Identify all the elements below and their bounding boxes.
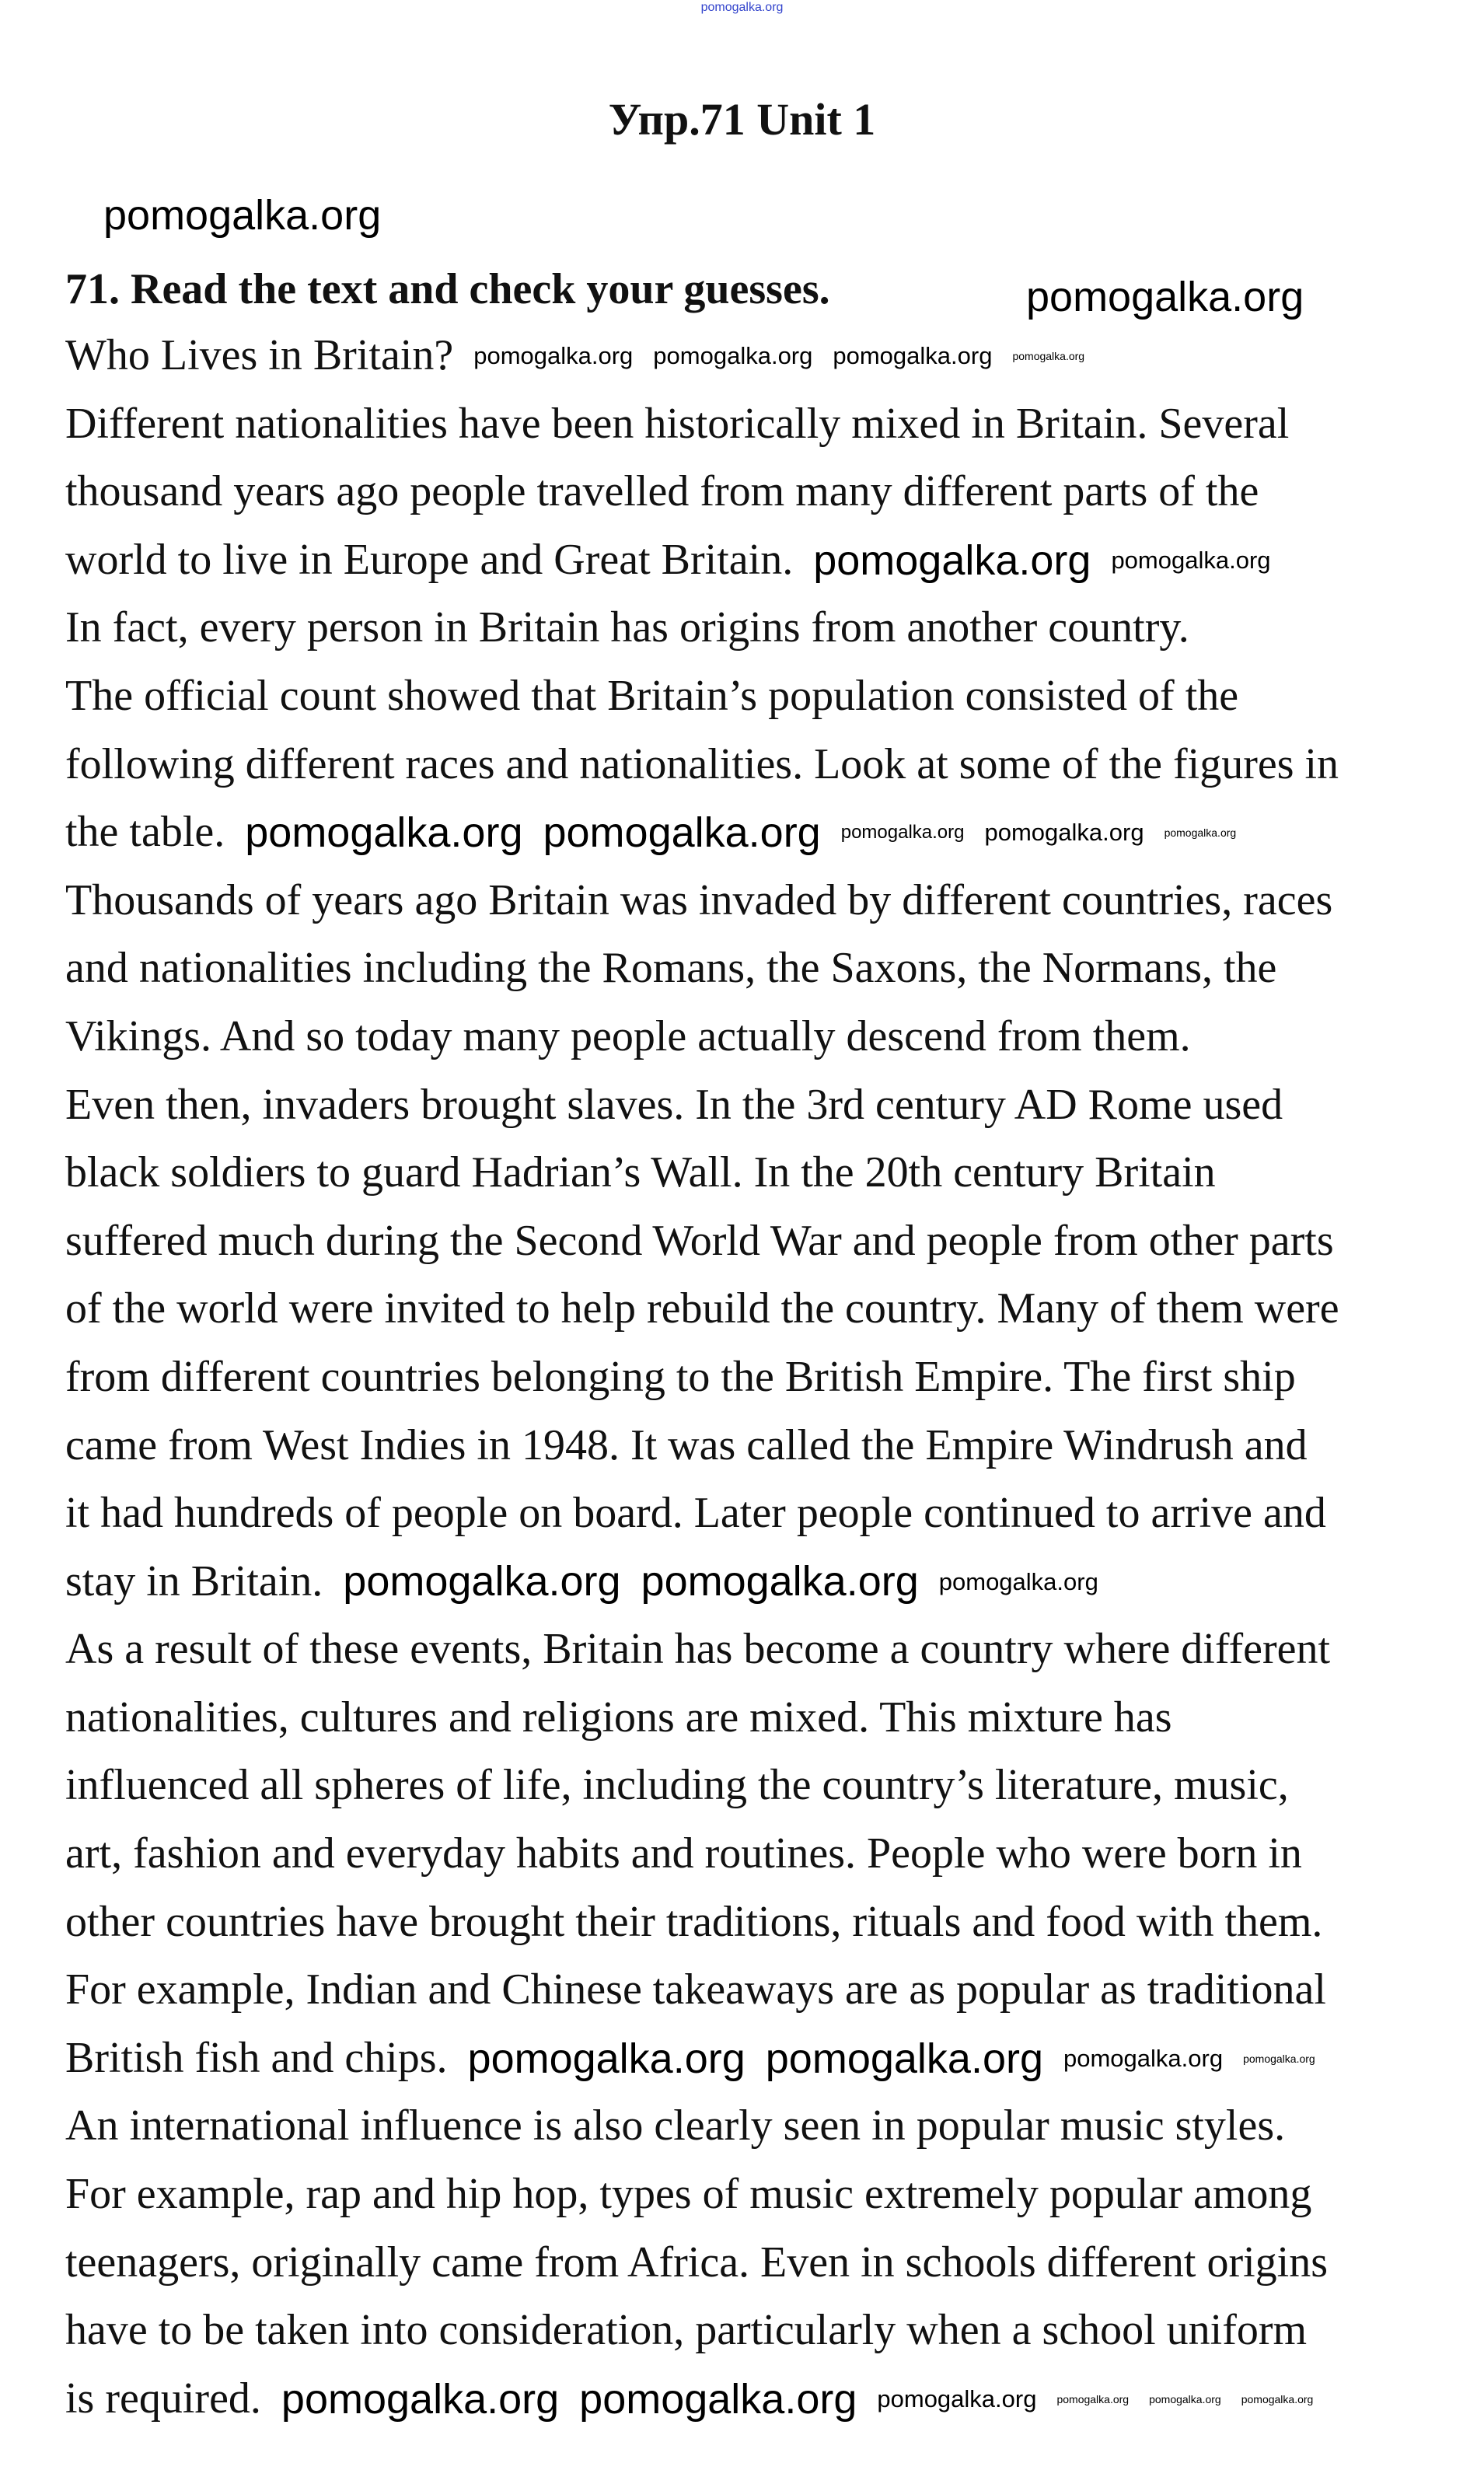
text-row bbox=[65, 1752, 1339, 1820]
text-row bbox=[65, 1548, 1339, 1616]
text-line: thousand years ago people travelled from many different parts of the bbox=[65, 467, 1259, 516]
text-row bbox=[65, 1343, 1339, 1412]
watermark: pomogalka.org bbox=[641, 1558, 919, 1605]
watermark: pomogalka.org bbox=[938, 1567, 1098, 1595]
text-row bbox=[65, 1003, 1339, 1071]
text-line: art, fashion and everyday habits and routines. People who were born in bbox=[65, 1829, 1302, 1878]
watermark: pomogalka.org bbox=[543, 809, 821, 856]
text-row bbox=[65, 1480, 1339, 1548]
article-title: Who Lives in Britain? bbox=[65, 331, 454, 379]
watermark: pomogalka.org bbox=[1164, 826, 1237, 839]
watermark: pomogalka.org bbox=[1111, 547, 1271, 575]
watermark-top[interactable]: pomogalka.org bbox=[700, 1, 784, 14]
text-row bbox=[65, 594, 1339, 662]
text-row bbox=[65, 1207, 1339, 1276]
text-row bbox=[65, 2161, 1339, 2229]
text-line: suffered much during the Second World War and people from other parts bbox=[65, 1216, 1334, 1265]
text-row bbox=[65, 798, 1339, 867]
watermark: pomogalka.org bbox=[579, 2375, 857, 2423]
text-row bbox=[65, 2297, 1339, 2365]
text-line: have to be taken into consideration, particularly when a school uniform bbox=[65, 2306, 1308, 2355]
text-line: For example, Indian and Chinese takeaways are as popular as traditional bbox=[65, 1965, 1326, 2014]
text-row bbox=[65, 867, 1339, 935]
watermark: pomogalka.org bbox=[245, 809, 523, 856]
text-row bbox=[65, 1684, 1339, 1752]
watermark: pomogalka.org bbox=[877, 2385, 1037, 2413]
text-line: following different races and nationalities. Look at some of the figures in bbox=[65, 739, 1339, 788]
watermark: pomogalka.org bbox=[103, 192, 382, 239]
watermark: pomogalka.org bbox=[1149, 2392, 1221, 2405]
text-row bbox=[65, 2025, 1339, 2093]
text-row bbox=[65, 1616, 1339, 1684]
text-row bbox=[65, 1956, 1339, 2025]
watermark: pomogalka.org bbox=[653, 342, 813, 370]
watermark: pomogalka.org bbox=[281, 2375, 560, 2423]
text-line: black soldiers to guard Hadrian’s Wall. In the 20th century Britain bbox=[65, 1148, 1216, 1197]
watermark: pomogalka.org bbox=[473, 342, 634, 370]
watermark: pomogalka.org bbox=[1056, 2392, 1130, 2405]
text-row bbox=[65, 2092, 1339, 2161]
text-row bbox=[65, 1412, 1339, 1480]
watermark: pomogalka.org bbox=[343, 1558, 621, 1605]
text-line: the table. bbox=[65, 808, 225, 857]
text-line: came from West Indies in 1948. It was called the Empire Windrush and bbox=[65, 1420, 1308, 1469]
watermark: pomogalka.org bbox=[1063, 2045, 1224, 2073]
text-line: Vikings. And so today many people actually descend from them. bbox=[65, 1011, 1191, 1060]
text-row bbox=[65, 2229, 1339, 2297]
text-line: of the world were invited to help rebuild the country. Many of them were bbox=[65, 1284, 1339, 1333]
text-line: stay in Britain. bbox=[65, 1556, 323, 1605]
text-line: Even then, invaders brought slaves. In the 3rd century AD Rome used bbox=[65, 1080, 1283, 1129]
text-line: from different countries belonging to the British Empire. The first ship bbox=[65, 1352, 1296, 1401]
text-line: teenagers, originally came from Africa. Even in schools different origins bbox=[65, 2238, 1328, 2287]
text-line: An international influence is also clearly seen in popular music styles. bbox=[65, 2101, 1286, 2150]
text-row bbox=[65, 1139, 1339, 1207]
text-line: The official count showed that Britain’s population consisted of the bbox=[65, 671, 1239, 720]
text-row bbox=[65, 390, 1339, 459]
text-line: Thousands of years ago Britain was invaded by different countries, races bbox=[65, 875, 1333, 924]
text-line: Different nationalities have been historically mixed in Britain. Several bbox=[65, 399, 1290, 448]
article-text bbox=[65, 322, 1339, 2433]
text-line: and nationalities including the Romans, the Saxons, the Normans, the bbox=[65, 944, 1277, 993]
text-row bbox=[65, 1071, 1339, 1140]
watermark: pomogalka.org bbox=[1241, 2392, 1314, 2405]
text-line: other countries have brought their traditions, rituals and food with them. bbox=[65, 1897, 1323, 1946]
text-row bbox=[65, 322, 1339, 390]
text-line: As a result of these events, Britain has become a country where different bbox=[65, 1625, 1331, 1674]
text-line: world to live in Europe and Great Britain. bbox=[65, 535, 794, 584]
text-line: British fish and chips. bbox=[65, 2033, 448, 2082]
text-row bbox=[65, 935, 1339, 1003]
text-row bbox=[65, 662, 1339, 731]
text-line: In fact, every person in Britain has origins from another country. bbox=[65, 603, 1189, 652]
text-row bbox=[65, 731, 1339, 799]
text-line: For example, rap and hip hop, types of music extremely popular among bbox=[65, 2170, 1312, 2219]
text-row bbox=[65, 1275, 1339, 1343]
text-line: nationalities, cultures and religions are mixed. This mixture has bbox=[65, 1693, 1172, 1742]
watermark: pomogalka.org bbox=[840, 821, 965, 843]
watermark: pomogalka.org bbox=[765, 2035, 1043, 2082]
text-row bbox=[65, 2365, 1339, 2433]
watermark: pomogalka.org bbox=[833, 342, 993, 370]
text-line: is required. bbox=[65, 2374, 261, 2423]
watermark: pomogalka.org bbox=[1026, 274, 1304, 320]
text-row bbox=[65, 526, 1339, 595]
text-row bbox=[65, 1820, 1339, 1888]
page-title: Упр.71 Unit 1 bbox=[608, 94, 876, 145]
text-row bbox=[65, 1888, 1339, 1957]
text-line: it had hundreds of people on board. Later people continued to arrive and bbox=[65, 1489, 1326, 1538]
watermark: pomogalka.org bbox=[1012, 349, 1085, 362]
watermark: pomogalka.org bbox=[813, 536, 1091, 584]
text-line: influenced all spheres of life, including the country’s literature, music, bbox=[65, 1761, 1289, 1810]
exercise-heading: 71. Read the text and check your guesses. bbox=[65, 265, 830, 313]
watermark: pomogalka.org bbox=[984, 819, 1144, 847]
watermark: pomogalka.org bbox=[1243, 2052, 1315, 2065]
text-row bbox=[65, 458, 1339, 526]
watermark: pomogalka.org bbox=[467, 2035, 745, 2082]
